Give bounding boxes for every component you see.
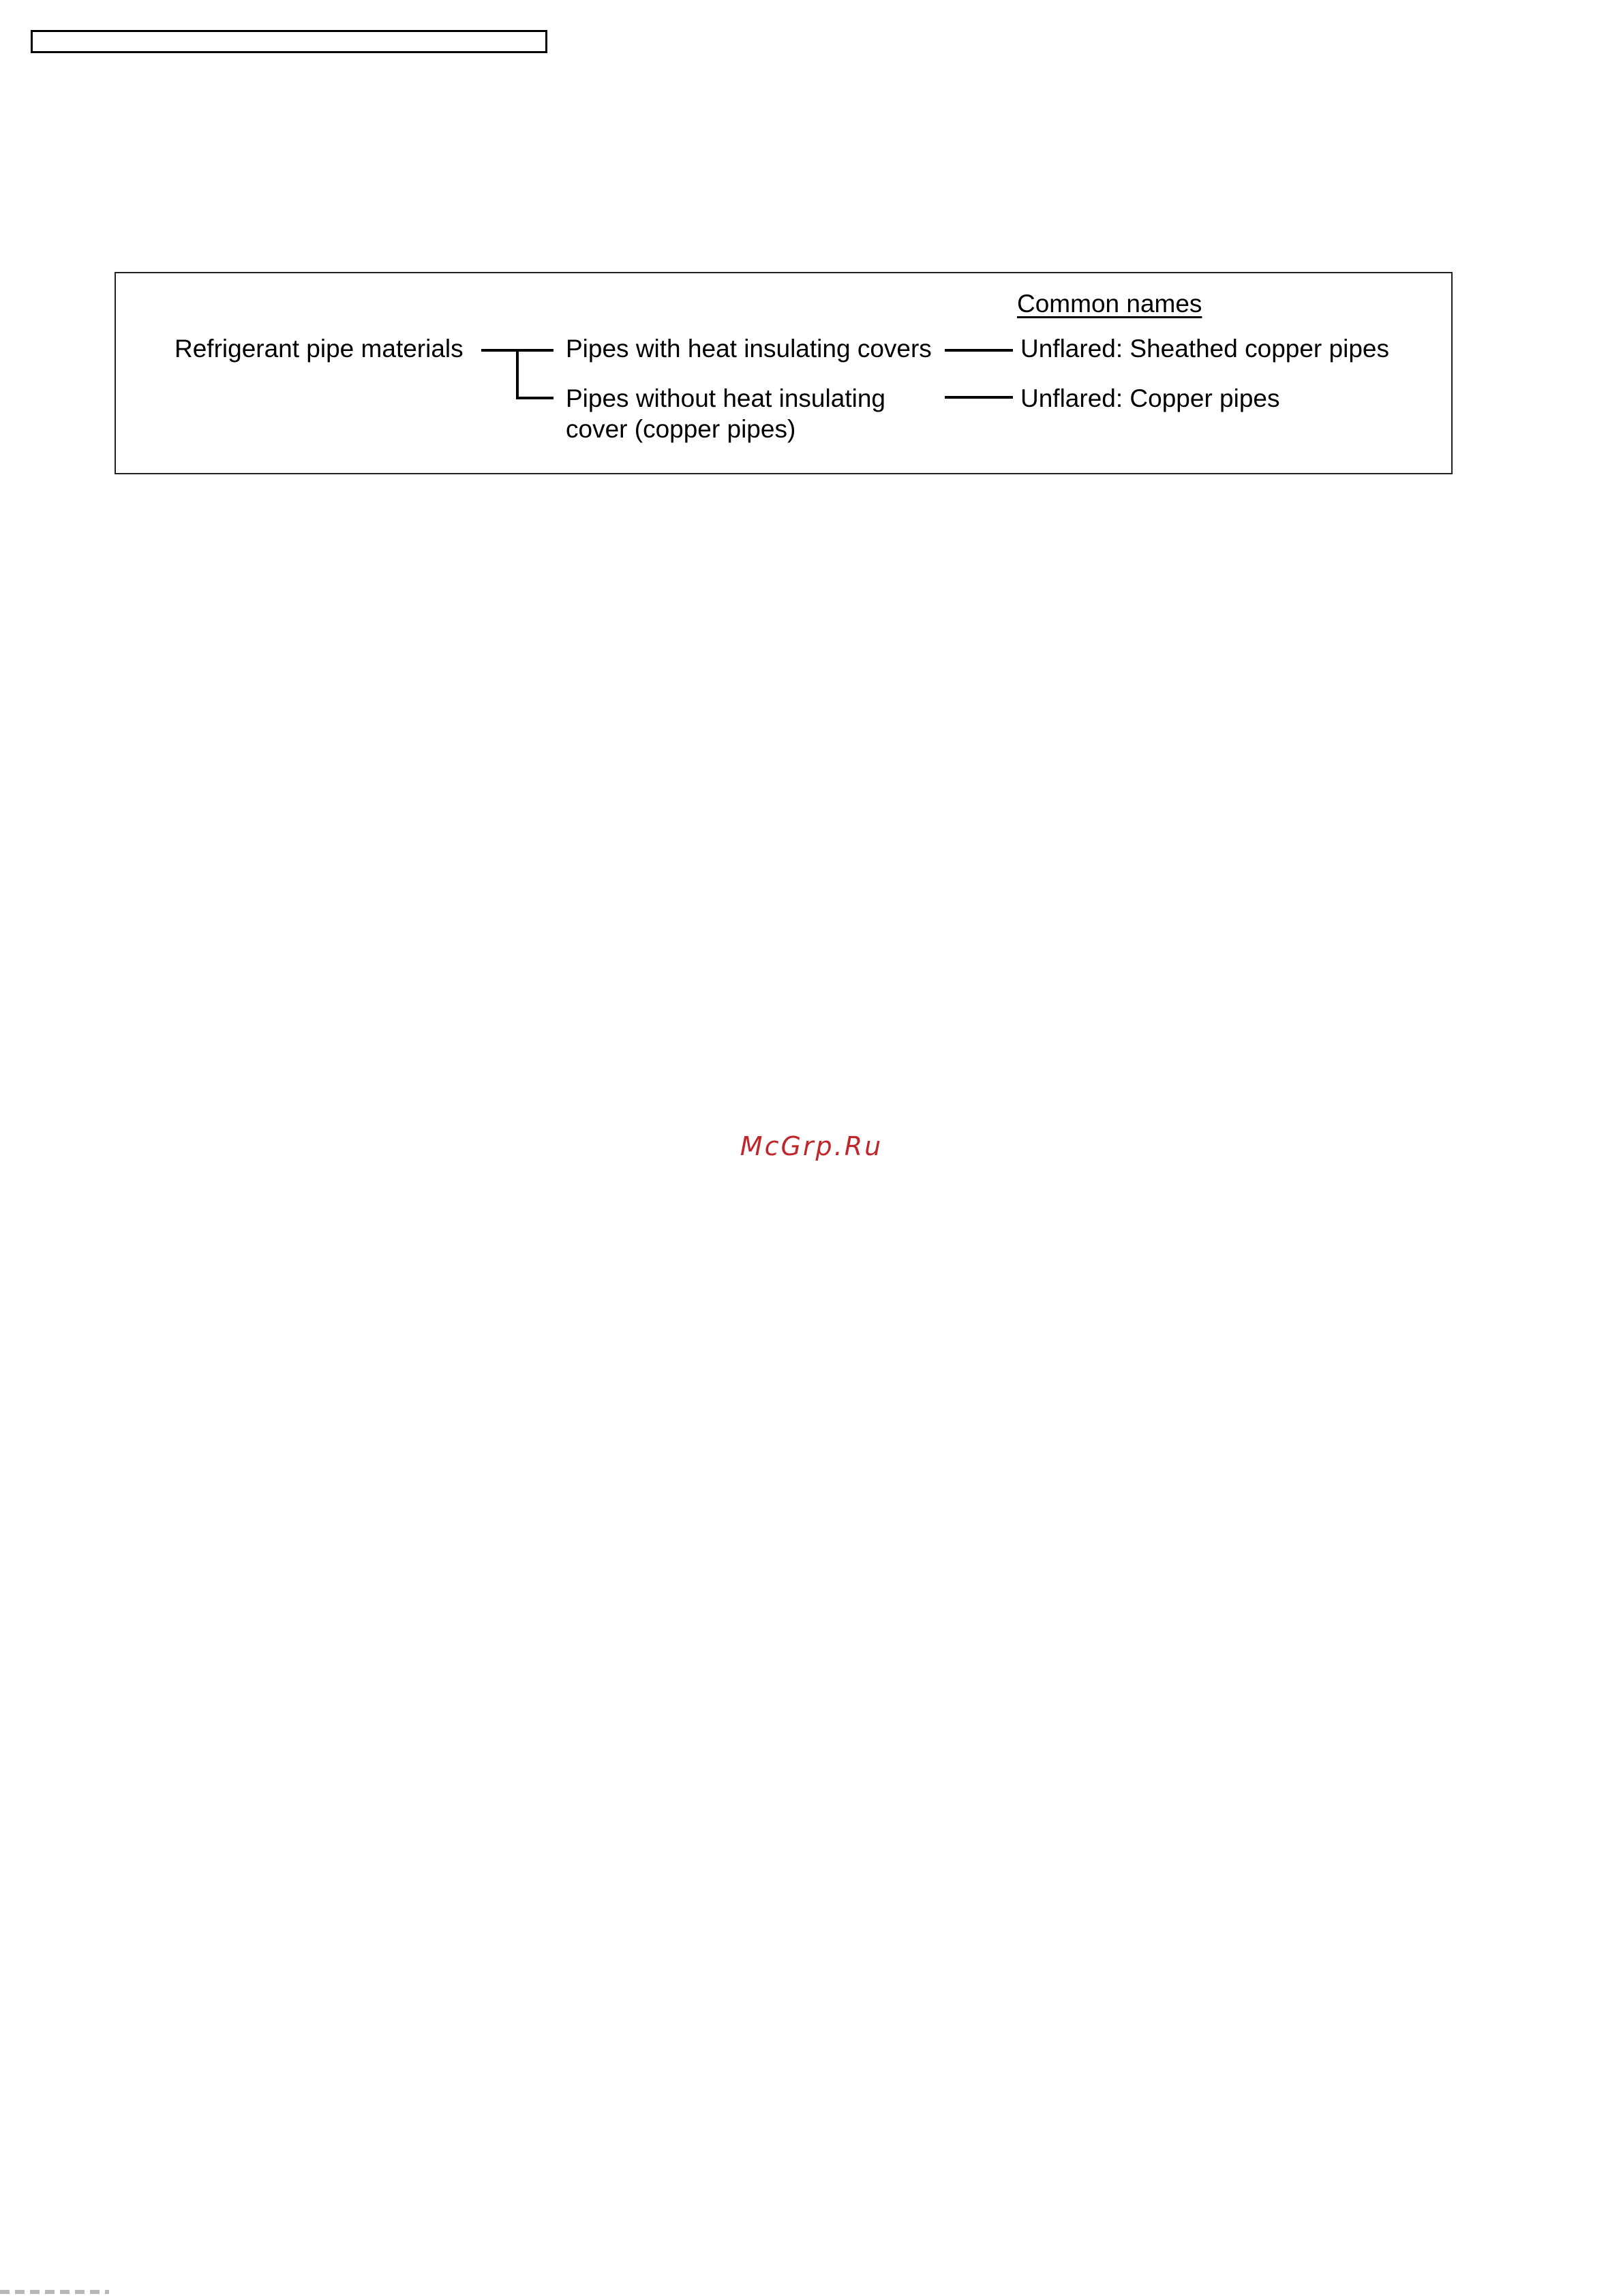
branch-label-uninsulated-line2: cover (copper pipes) [566, 415, 796, 443]
common-name-sheathed: Unflared: Sheathed copper pipes [1020, 335, 1389, 363]
branch-label-insulated: Pipes with heat insulating covers [566, 335, 932, 363]
watermark-text: McGrp.Ru [740, 1131, 883, 1161]
common-name-copper: Unflared: Copper pipes [1020, 384, 1280, 412]
branch-label-uninsulated-line1: Pipes without heat insulating [566, 384, 885, 412]
common-names-heading: Common names [1017, 290, 1202, 318]
footer-marks [0, 2290, 109, 2294]
branch-connector-line [517, 350, 552, 398]
root-label: Refrigerant pipe materials [175, 335, 464, 363]
